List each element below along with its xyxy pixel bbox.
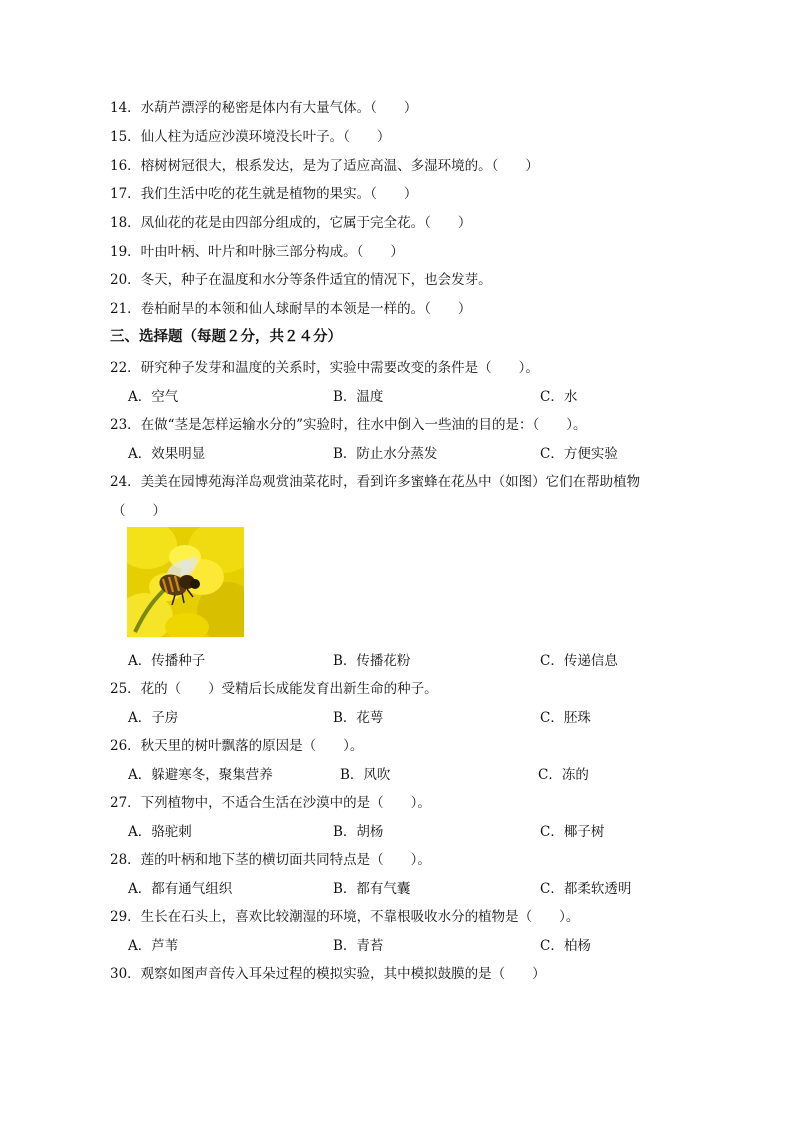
option-a: A．躲避寒冬，聚集营养 [128, 767, 273, 783]
section-3-title: 三、选择题（每题２分，共２４分） [110, 328, 342, 345]
option-b: B．传播花粉 [333, 653, 411, 669]
option-b: B．风吹 [340, 767, 391, 783]
question-22-options [128, 385, 688, 405]
question-17: 17．我们生活中吃的花生就是植物的果实。（ ） [110, 186, 418, 202]
question-28-options [128, 877, 688, 897]
option-c: C．传递信息 [540, 653, 618, 669]
option-a: A．芦苇 [128, 938, 179, 954]
option-b: B．防止水分蒸发 [333, 446, 438, 462]
option-a: A．都有通气组织 [128, 881, 233, 897]
option-b: B．花萼 [333, 710, 384, 726]
question-30: 30．观察如图声音传入耳朵过程的模拟实验，其中模拟鼓膜的是（ ） [110, 966, 546, 982]
question-19: 19．叶由叶柄、叶片和叶脉三部分构成。（ ） [110, 244, 404, 260]
option-c: C．水 [540, 389, 578, 405]
question-15: 15．仙人柱为适应沙漠环境没长叶子。（ ） [110, 129, 391, 145]
question-27-options [128, 820, 688, 840]
option-b: B．青苔 [333, 938, 384, 954]
question-29: 29．生长在石头上，喜欢比较潮湿的环境，不靠根吸收水分的植物是（ ）。 [110, 909, 580, 925]
question-20: 20．冬天，种子在温度和水分等条件适宜的情况下，也会发芽。 [110, 272, 492, 288]
option-a: A．空气 [128, 389, 179, 405]
question-23: 23．在做“茎是怎样运输水分的”实验时，往水中倒入一些油的目的是：（ ）。 [110, 417, 587, 433]
option-c: C．都柔软透明 [540, 881, 632, 897]
question-16: 16．榕树树冠很大，根系发达，是为了适应高温、多湿环境的。（ ） [110, 158, 539, 174]
question-28: 28．莲的叶柄和地下茎的横切面共同特点是（ ）。 [110, 852, 431, 868]
question-18: 18．凤仙花的花是由四部分组成的，它属于完全花。（ ） [110, 215, 472, 231]
question-29-options [128, 934, 688, 954]
option-a: A．效果明显 [128, 446, 206, 462]
option-c: C．椰子树 [540, 824, 605, 840]
option-a: A．传播种子 [128, 653, 206, 669]
question-26-options [128, 763, 688, 783]
question-25-options [128, 706, 688, 726]
question-26: 26．秋天里的树叶飘落的原因是（ ）。 [110, 738, 364, 754]
option-c: C．方便实验 [540, 446, 618, 462]
question-24-blank: （ ） [112, 503, 166, 519]
option-b: B．温度 [333, 389, 384, 405]
question-23-options [128, 442, 688, 462]
option-c: C．冻的 [538, 767, 589, 783]
bee-on-rapeseed-flower-image [127, 527, 244, 637]
question-21: 21．卷柏耐旱的本领和仙人球耐旱的本领是一样的。（ ） [110, 301, 472, 317]
option-c: C．胚珠 [540, 710, 591, 726]
option-c: C．柏杨 [540, 938, 591, 954]
question-14: 14．水葫芦漂浮的秘密是体内有大量气体。（ ） [110, 100, 418, 116]
option-b: B．胡杨 [333, 824, 384, 840]
option-b: B．都有气囊 [333, 881, 411, 897]
question-27: 27．下列植物中，不适合生活在沙漠中的是（ ）。 [110, 795, 431, 811]
option-a: A．子房 [128, 710, 179, 726]
option-a: A．骆驼刺 [128, 824, 192, 840]
question-22: 22．研究种子发芽和温度的关系时，实验中需要改变的条件是（ ）。 [110, 360, 539, 376]
question-24: 24．美美在园博苑海洋岛观赏油菜花时，看到许多蜜蜂在花丛中（如图）它们在帮助植物 [110, 474, 641, 490]
question-25: 25．花的（ ）受精后长成能发育出新生命的种子。 [110, 681, 438, 697]
question-24-options [128, 649, 688, 669]
